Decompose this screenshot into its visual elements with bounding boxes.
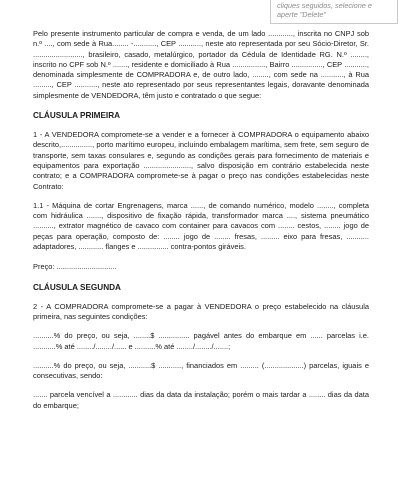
clause-2-paragraph: 2 - A COMPRADORA compromete-se a pagar à VENDEDORA o preço estabelecido na cláusula primeira, nas seguintes condições: xyxy=(33,301,369,321)
clause-1-paragraph: 1 - A VENDEDORA compromete-se a vender e a fornecer à COMPRADORA o equipamento abaixo descrito,..............., porto marítimo europeu, incluindo embalagem marítima, sem frete, sem seguro de transporte, sem taxas consulares e, segundo as condições gerais para fornecimento de materiais e equipamentos para exportação ......................., salvo disposição em contrário estabelecida neste contrato; e a COMPRADORA compromete-se à pagar o preço nas condições estabelecidas neste Contrato: xyxy=(33,130,369,191)
contract-body xyxy=(33,29,369,411)
intro-paragraph: Pelo presente instrumento particular de compra e venda, de um lado ............, inscrita no CNPJ sob n.º ...., com sede à Rua........ -..........., CEP ..........., neste ato representada por seu Sócio-Diretor, Sr. ........................, brasileiro, casado, metalúrgico, portador da Cédula de Identidade RG. N.º ........, inscrito no CPF sob N.º ......., residente e domiciliado à Rua ................, Bairro ..............., CEP ..........., denominada simplesmente de COMPRADORA e, de outro lado, ........, com sede na ..........., à Rua ........., CEP ..........., neste ato representado por seus representantes legais, doravante denominada simplesmente de VENDEDORA, têm justo e contratado o que segue: xyxy=(33,29,369,100)
clause-2-payment-1: ..........% do preço, ou seja, ........$ ............... pagável antes do embarque em ...... parcelas i.e. ...........% até ......../......../...... e ..........% até ......../......../.......; xyxy=(33,331,369,351)
clause-1-item-1-1: 1.1 - Máquina de cortar Engrenagens, marca ......, de comando numérico, modelo ........, completa com hidráulica ......., dispositivo de fixação rápida, transformador marca ...., sistema pneumático .........., extrator magnético de cavaco com container para cavacos com ........ cestos, ........ jogo de peças para operação, composto de: ........ jogo de ........ fresas, ......... eixo para fresas, ........... adaptadores, ............ flanges e ............... contra-pontos giráveis. xyxy=(33,200,369,252)
hint-line-1: cliques seguidos, selecione e xyxy=(277,1,372,10)
clause-2-installment: ....... parcela vencível a ............ dias da data da instalação; porém o mais tardar a ........ dias da data do embarque; xyxy=(33,390,369,410)
instruction-hint-box xyxy=(270,0,398,24)
clause-2-payment-2: ..........% do preço, ou seja, ...........$ ..........., financiados em ......... (...................) parcelas, iguais e consecutivas, sendo: xyxy=(33,360,369,381)
hint-line-2: aperte "Delete" xyxy=(277,10,326,19)
clause-1-heading: CLÁUSULA PRIMEIRA xyxy=(33,111,121,121)
clause-2-heading: CLÁUSULA SEGUNDA xyxy=(33,282,121,292)
price-line: Preço: ............................. xyxy=(33,262,117,272)
